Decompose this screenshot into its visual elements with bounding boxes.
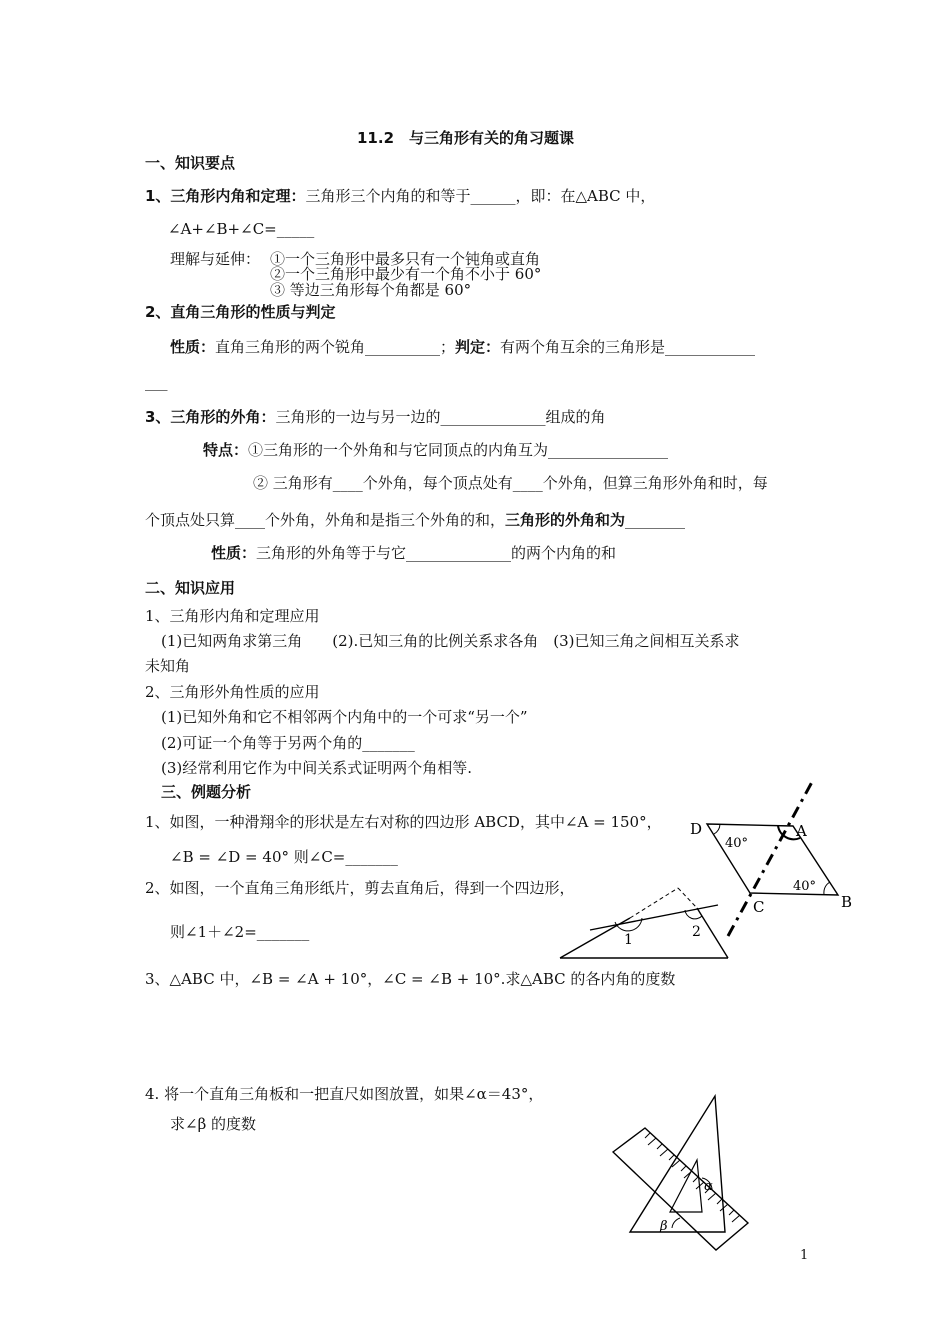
question-4b: 求∠β 的度数 [170,1115,257,1133]
question-3: 3、△ABC 中，∠B = ∠A + 10°，∠C = ∠B + 10°.求△ABC 的各内角的度数 [145,970,676,988]
beta-arc [672,1218,680,1228]
feature-3c: ________ [625,511,686,529]
question-2b: 则∠1＋∠2=_______ [170,923,310,941]
extension-2: ②一个三角形中最少有一个角不小于 60° [270,265,542,283]
application-1-items: (1)已知两角求第三角 (2).已知三角的比例关系求各角 (3)已知三角之间相互关系求 [161,632,740,650]
application-2-1: (1)已知外角和它不相邻两个内角中的一个可求“另一个” [161,708,528,726]
alpha-label: α [704,1179,713,1194]
point-2-prop-label: 性质： [170,338,216,356]
question-1b: ∠B = ∠D = 40° 则∠C=_______ [170,848,398,866]
point-1-text: 三角形三个内角的和等于______，即：在△ABC 中， [305,187,656,205]
angle-1-label: 1 [624,932,633,948]
beta-label: β [660,1219,668,1234]
application-1-continuation: 未知角 [145,657,191,675]
point-1-label: 1、三角形内角和定理： [145,187,306,205]
page-number: 1 [800,1248,809,1263]
question-4a: 4. 将一个直角三角板和一把直尺如图放置，如果∠α＝43°， [145,1085,544,1103]
point-2-heading: 2、直角三角形的性质与判定 [145,303,336,321]
vertex-b-label: B [841,893,853,911]
point-1-formula: ∠A+∠B+∠C=_____ [168,220,315,238]
section-1-heading: 一、知识要点 [145,154,236,172]
property-label: 性质： [211,544,257,562]
point-2-judge-label: 判定： [455,338,501,356]
point-2-prop-text: 直角三角形的两个锐角__________； [215,338,456,356]
point-3-label: 3、三角形的外角： [145,408,276,426]
set-square-inner [670,1160,702,1212]
point-2-continuation: ___ [145,373,168,391]
point-3-text: 三角形的一边与另一边的______________组成的角 [275,408,606,426]
feature-1-text: ①三角形的一个外角和与它同顶点的内角互为________________ [248,441,669,459]
application-2-3: (3)经常利用它作为中间关系式证明两个角相等. [161,759,473,777]
angle-b-value: 40° [793,879,817,894]
feature-2: ② 三角形有____个外角，每个顶点处有____个外角，但算三角形外角和时，每 [253,474,768,492]
feature-label: 特点： [203,441,249,459]
application-1: 1、三角形内角和定理应用 [145,607,320,625]
section-3-heading: 三、例题分析 [161,783,252,801]
ruler-ticks [645,1133,740,1222]
vertex-c-label: C [753,898,765,916]
feature-3b: 三角形的外角和为 [505,511,626,529]
application-2: 2、三角形外角性质的应用 [145,683,320,701]
section-2-heading: 二、知识应用 [145,579,236,597]
extension-1: ①一个三角形中最多只有一个钝角或直角 [270,250,541,268]
extension-3: ③ 等边三角形每个角都是 60° [270,281,472,299]
vertex-a-label: A [796,822,807,840]
question-1a: 1、如图，一种滑翔伞的形状是左右对称的四边形 ABCD，其中∠A = 150°， [145,813,662,831]
vertex-d-label: D [690,820,703,838]
point-2-judge-text: 有两个角互余的三角形是____________ [500,338,756,356]
angle-2-label: 2 [692,924,701,940]
extension-label: 理解与延伸： [170,250,261,268]
feature-3a: 个顶点处只算____个外角，外角和是指三个外角的和， [145,511,506,529]
property-text: 三角形的外角等于与它______________的两个内角的和 [256,544,617,562]
angle-d-value: 40° [725,836,749,851]
page-title: 11.2 与三角形有关的角习题课 [357,129,575,147]
application-2-2: (2)可证一个角等于另两个角的_______ [161,734,415,752]
question-2a: 2、如图，一个直角三角形纸片，剪去直角后，得到一个四边形， [145,879,575,897]
